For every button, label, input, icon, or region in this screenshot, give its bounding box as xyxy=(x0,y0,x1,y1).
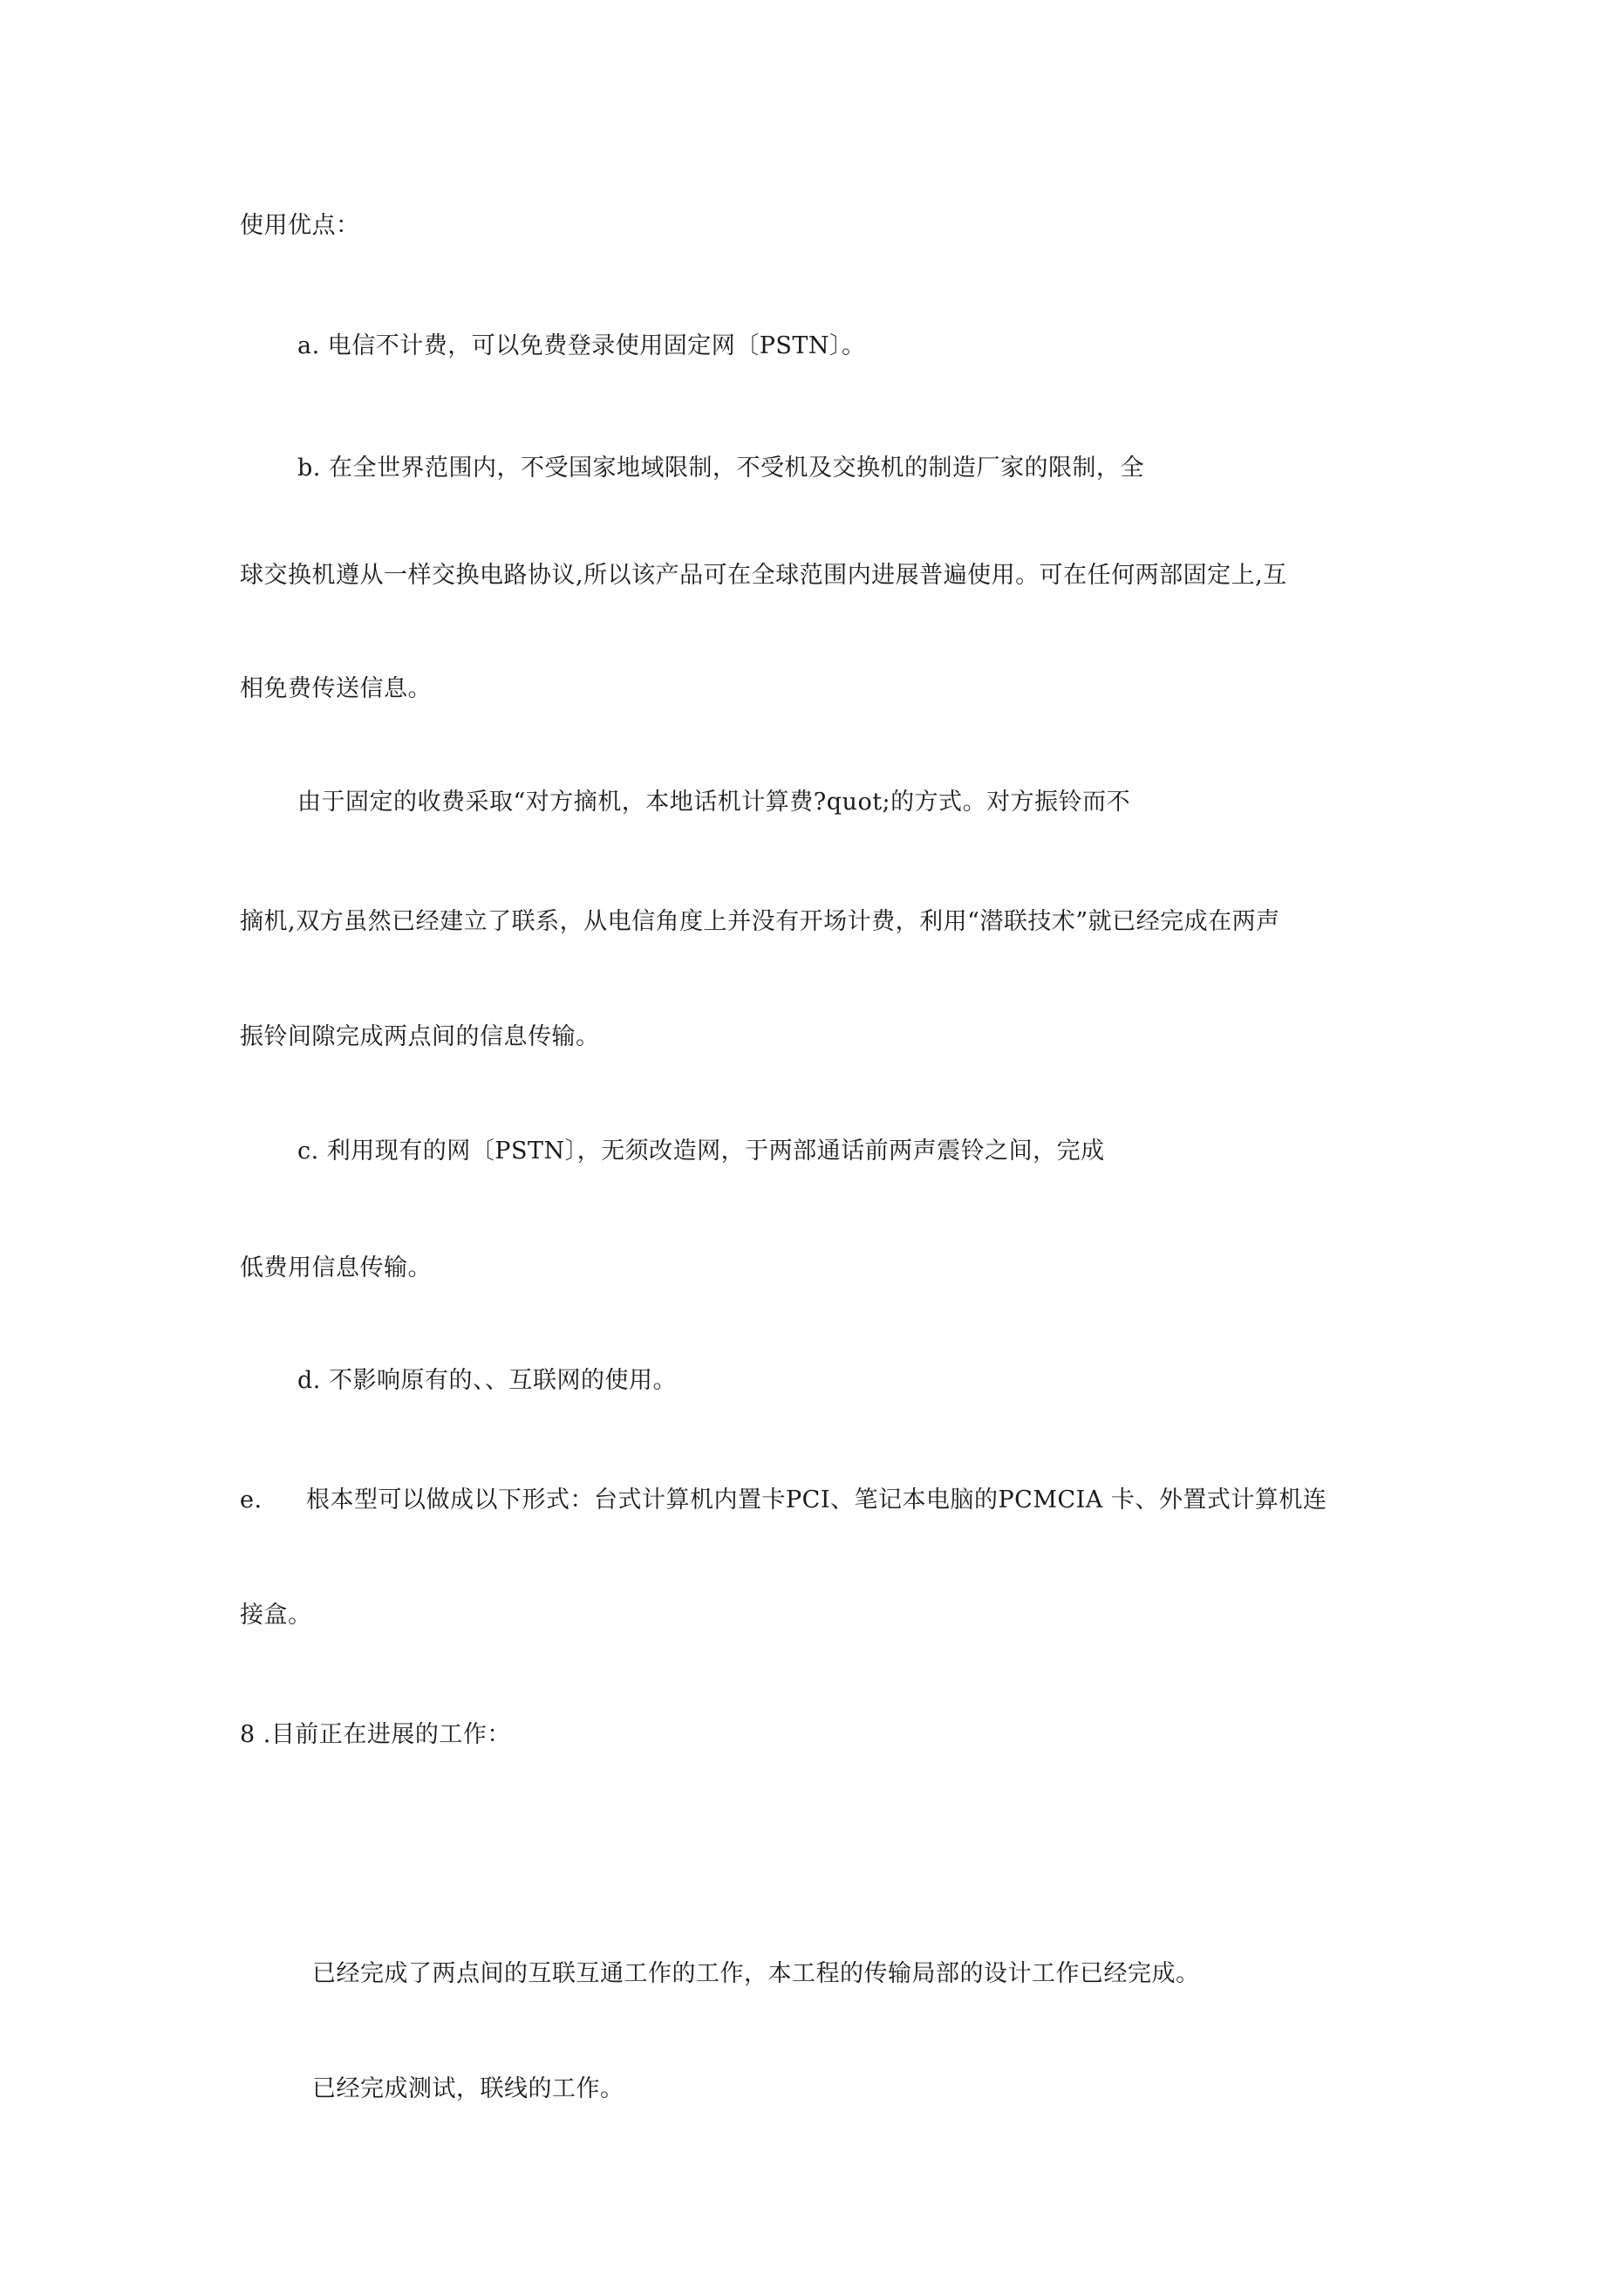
item-d: d. 不影响原有的、、互联网的使用。 xyxy=(297,1367,677,1394)
item-a: a. 电信不计费，可以免费登录使用固定网〔PSTN〕。 xyxy=(297,332,866,359)
billing-paragraph-line-3: 振铃间隙完成两点间的信息传输。 xyxy=(240,1023,600,1050)
work-item-1: 已经完成了两点间的互联互通工作的工作，本工程的传输局部的设计工作已经完成。 xyxy=(312,1960,1200,1987)
work-item-2: 已经完成测试，联线的工作。 xyxy=(312,2075,624,2102)
item-b-line-1: b. 在全世界范围内，不受国家地域限制，不受机及交换机的制造厂家的限制，全 xyxy=(297,454,1144,482)
item-c-line-1: c. 利用现有的网〔PSTN〕，无须改造网，于两部通话前两声震铃之间，完成 xyxy=(297,1138,1105,1165)
item-e-marker: e. xyxy=(240,1486,263,1514)
advantages-heading: 使用优点： xyxy=(240,212,360,239)
item-b-line-3: 相免费传送信息。 xyxy=(240,675,432,702)
item-e-line-1: 根本型可以做成以下形式：台式计算机内置卡PCI、笔记本电脑的PCMCIA 卡、外置式计算机连 xyxy=(306,1486,1327,1514)
section-8-heading: 8 .目前正在进展的工作： xyxy=(240,1721,511,1748)
billing-paragraph-line-1: 由于固定的收费采取“对方摘机，本地话机计算费?quot;的方式。对方振铃而不 xyxy=(297,789,1131,816)
item-e-line-2: 接盒。 xyxy=(240,1602,312,1629)
item-c-line-2: 低费用信息传输。 xyxy=(240,1254,432,1281)
billing-paragraph-line-2: 摘机,双方虽然已经建立了联系，从电信角度上并没有开场计费，利用“潜联技术”就已经完成在两声 xyxy=(240,908,1280,935)
item-b-line-2: 球交换机遵从一样交换电路协议,所以该产品可在全球范围内进展普遍使用。可在任何两部固定上,互 xyxy=(240,562,1287,589)
